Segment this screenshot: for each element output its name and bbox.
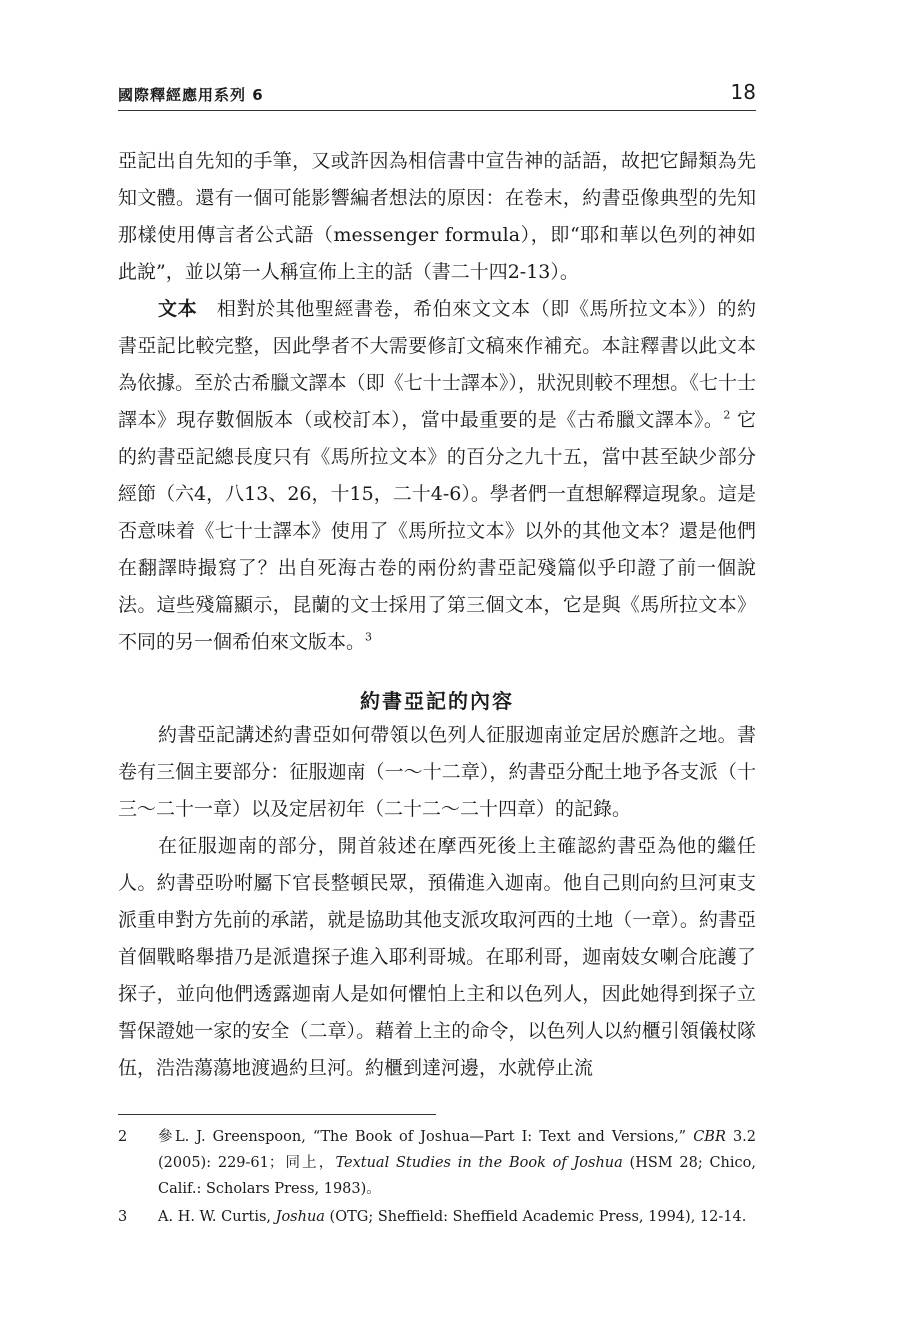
main-text-block-2 <box>118 717 756 1087</box>
footnote-3 <box>118 1204 756 1230</box>
footnote-ref-3[interactable]: 3 <box>365 630 373 644</box>
footnote-text: (OTG; Sheffield: Sheffield Academic Press, 1994), 12-14. <box>324 1209 747 1225</box>
paragraph-4: 在征服迦南的部分，開首敍述在摩西死後上主確認約書亞為他的繼任人。約書亞吩咐屬下官長整頓民眾，預備進入迦南。他自己則向約旦河東支派重申對方先前的承諾，就是協助其他支派攻取河西的土地（一章）。約書亞首個戰略舉措乃是派遣探子進入耶利哥城。在耶利哥，迦南妓女喇合庇護了探子，並向他們透露迦南人是如何懼怕上主和以色列人，因此她得到探子立誓保證她一家的安全（二章）。藉着上主的命令，以色列人以約櫃引領儀杖隊伍，浩浩蕩蕩地渡過約旦河。約櫃到達河邊，水就停止流 <box>118 835 756 1079</box>
paragraph-lead: 文本 <box>158 298 198 320</box>
footnote-text: 3.2 (2005): 229-61；同上， <box>158 1129 757 1171</box>
paragraph-2 <box>118 291 756 661</box>
journal-title: CBR <box>693 1129 726 1145</box>
paragraph-2-text-a: 相對於其他聖經書卷，希伯來文文本（即《馬所拉文本》）的約書亞記比較完整，因此學者不大需要修訂文稿來作補充。本註釋書以此文本為依據。至於古希臘文譯本（即《七十士譯本》），狀況則較不理想。《七十士譯本》現存數個版本（或校訂本），當中最重要的是《古希臘文譯本》。 <box>118 298 756 431</box>
running-header <box>118 82 756 111</box>
paragraph-1: 亞記出自先知的手筆，又或許因為相信書中宣告神的話語，故把它歸類為先知文體。還有一個可能影響編者想法的原因：在卷末，約書亞像典型的先知那樣使用傳言者公式語（messenger formula），即“耶和華以色列的神如此說”，並以第一人稱宣佈上主的話（書二十四2-13）。 <box>118 150 756 283</box>
book-title: Joshua <box>275 1209 325 1225</box>
paragraph-3: 約書亞記講述約書亞如何帶領以色列人征服迦南並定居於應許之地。書卷有三個主要部分：征服迦南（一～十二章），約書亞分配土地予各支派（十三～二十一章）以及定居初年（二十二～二十四章）的記錄。 <box>118 724 756 820</box>
page-number: 18 <box>730 80 756 104</box>
book-title: Textual Studies in the Book of Joshua <box>335 1155 623 1171</box>
footnote-divider <box>118 1114 436 1115</box>
footnote-2 <box>118 1124 756 1202</box>
paragraph-2-text-b: 它的約書亞記總長度只有《馬所拉文本》的百分之九十五，當中甚至缺少部分經節（六4，八13、26，十15，二十4-6）。學者們一直想解釋這現象。這是否意味着《七十士譯本》使用了《馬所拉文本》以外的其他文本？還是他們在翻譯時撮寫了？出自死海古卷的兩份約書亞記殘篇似乎印證了前一個說法。這些殘篇顯示，昆蘭的文士採用了第三個文本，它是與《馬所拉文本》不同的另一個希伯來文版本。 <box>118 409 756 653</box>
footnotes <box>118 1124 756 1232</box>
footnote-ref-2[interactable]: 2 <box>723 408 731 422</box>
footnote-number: 3 <box>118 1209 128 1225</box>
footnote-text: (HSM 28; Chico, Calif.: Scholars Press, 1983)。 <box>158 1155 756 1197</box>
section-heading: 約書亞記的內容 <box>360 689 514 713</box>
series-title: 國際釋經應用系列 6 <box>118 86 264 104</box>
footnote-number: 2 <box>118 1129 128 1145</box>
footnote-text: A. H. W. Curtis, <box>158 1209 276 1225</box>
main-text-block-1 <box>118 143 756 661</box>
footnote-text: 參L. J. Greenspoon, “The Book of Joshua—Part I: Text and Versions,” <box>158 1129 694 1145</box>
